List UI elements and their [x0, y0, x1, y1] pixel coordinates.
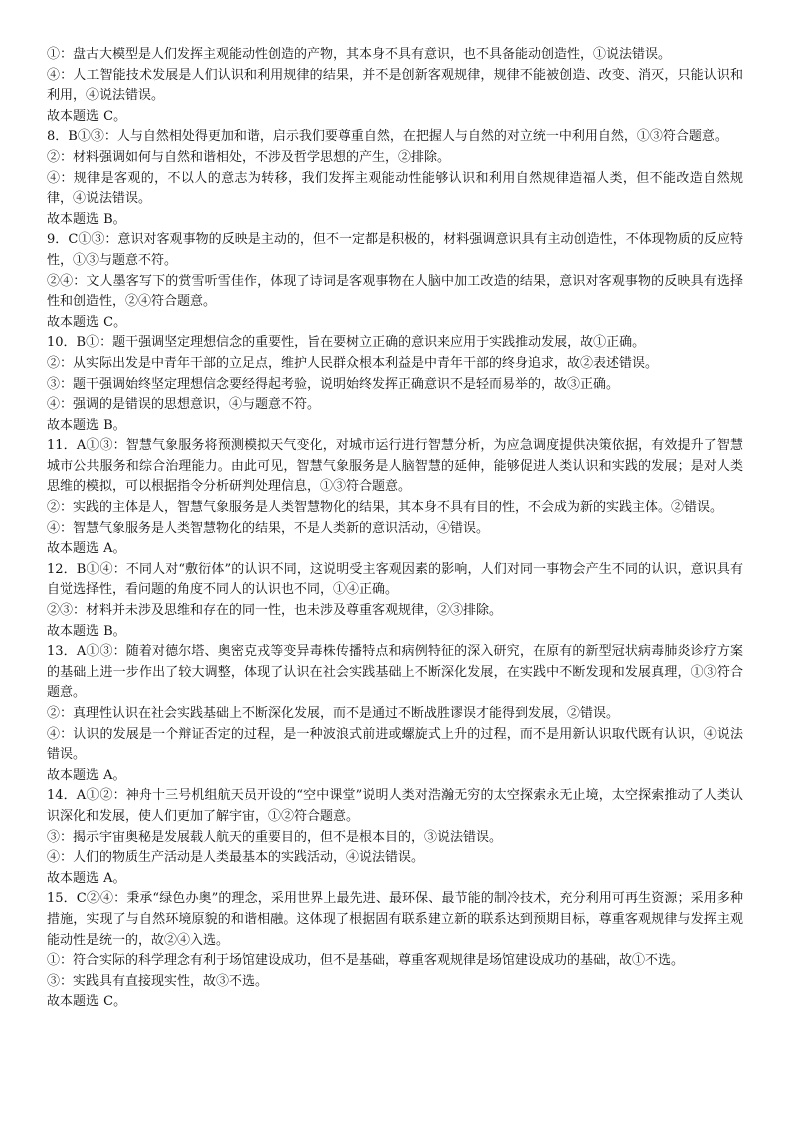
explanation-line-q10-option3: ③：题干强调始终坚定理想信念要经得起考验，说明始终发挥正确意识不是轻而易举的，故③正确。: [47, 376, 620, 392]
explanation-line-q11-correct: 11．A①③：智慧气象服务将预测模拟天气变化，对城市运行进行智慧分析，为应急调度提供决策依据，有效提升了智慧城市公共服务和综合治理能力。由此可见，智慧气象服务是人脑智慧的延伸，能够促进人类认识和实践的发展；是对人类思维的模拟，可以根据指令分析研判处理信息，①③符合题意。: [47, 438, 743, 495]
explanation-line-q14-option4: ④：人们的物质生产活动是人类最基本的实践活动，④说法错误。: [47, 850, 425, 866]
explanation-line-q7-option4: ④：人工智能技术发展是人们认识和利用规律的结果，并不是创新客观规律，规律不能被创造、改变、消灭，只能认识和利用，④说法错误。: [47, 67, 743, 104]
answer-line-q9: 故本题选 C。: [47, 314, 127, 330]
explanation-line-q7-option1: ①：盘古大模型是人们发挥主观能动性创造的产物，其本身不具有意识，也不具备能动创造性，①说法错误。: [47, 47, 672, 62]
explanation-line-q15-correct: 15．C②④：秉承“绿色办奥”的理念，采用世界上最先进、最环保、最节能的制冷技术，充分利用可再生资源；采用多种措施，实现了与自然环境原貌的和谐相融。这体现了根据固有联系建立新的联系达到预期目标，尊重客观规律与发挥主观能动性是统一的，故②④入选。: [47, 891, 743, 948]
explanation-line-q8-correct: 8．B①③：人与自然相处得更加和谐，启示我们要尊重自然，在把握人与自然的对立统一中利用自然，①③符合题意。: [47, 129, 728, 145]
explanation-line-q13-option2: ②：真理性认识在社会实践基础上不断深化发展，而不是通过不断战胜谬误才能得到发展，②错误。: [47, 706, 620, 721]
explanation-line-q12-option23: ②③：材料并未涉及思维和存在的同一性，也未涉及尊重客观规律，②③排除。: [47, 603, 503, 619]
explanation-line-q13-correct: 13．A①③：随着对德尔塔、奥密克戎等变异毒株传播特点和病例特征的深入研究，在原有的新型冠状病毒肺炎诊疗方案的基础上进一步作出了较大调整，体现了认识在社会实践基础上不断深化发展，在实践中不断发现和发展真理，①③符合题意。: [47, 644, 743, 701]
answer-line-q7: 故本题选 C。: [47, 108, 127, 124]
explanation-line-q10-option4: ④：强调的是错误的思想意识，④与题意不符。: [47, 397, 321, 413]
explanation-line-q15-option3: ③：实践具有直接现实性，故③不选。: [47, 973, 269, 989]
explanation-line-q8-option4: ④：规律是客观的，不以人的意志为转移，我们发挥主观能动性能够认识和利用自然规律造福人类，但不能改造自然规律，④说法错误。: [47, 170, 743, 207]
explanation-line-q15-option1: ①：符合实际的科学理念有利于场馆建设成功，但不是基础，尊重客观规律是场馆建设成功的基础，故①不选。: [47, 953, 685, 969]
answer-line-q8: 故本题选 B。: [47, 211, 126, 227]
explanation-line-q12-correct: 12．B①④：不同人对“敷衍体”的认识不同，这说明受主客观因素的影响，人们对同一事物会产生不同的认识，意识具有自觉选择性，看问题的角度不同人的认识也不同，①④正确。: [47, 561, 743, 598]
explanation-line-q14-option3: ③：揭示宇宙奥秘是发展载人航天的重要目的，但不是根本目的，③说法错误。: [47, 829, 503, 845]
answer-line-q14: 故本题选 A。: [47, 870, 126, 886]
answer-line-q15: 故本题选 C。: [47, 994, 127, 1010]
answer-line-q12: 故本题选 B。: [47, 623, 126, 639]
answer-line-q13: 故本题选 A。: [47, 767, 126, 783]
answer-line-q11: 故本题选 A。: [47, 541, 126, 557]
answer-explanation-document: [47, 45, 743, 1013]
explanation-line-q13-option4: ④：认识的发展是一个辩证否定的过程，是一种波浪式前进或螺旋式上升的过程，而不是用新认识取代既有认识，④说法错误。: [47, 726, 743, 763]
explanation-line-q9-option24: ②④：文人墨客写下的赏雪听雪佳作，体现了诗词是客观事物在人脑中加工改造的结果，意识对客观事物的反映具有选择性和创造性，②④符合题意。: [47, 273, 743, 310]
explanation-line-q14-correct: 14．A①②：神舟十三号机组航天员开设的“空中课堂”说明人类对浩瀚无穷的太空探索永无止境，太空探索推动了人类认识深化和发展，使人们更加了解宇宙，①②符合题意。: [47, 788, 743, 824]
answer-line-q10: 故本题选 B。: [47, 417, 126, 433]
explanation-line-q10-option2: ②：从实际出发是中青年干部的立足点，维护人民群众根本利益是中青年干部的终身追求，故②表述错误。: [47, 355, 659, 371]
explanation-line-q9-option13: 9．C①③：意识对客观事物的反映是主动的，但不一定都是积极的，材料强调意识具有主动创造性，不体现物质的反应特性，①③与题意不符。: [47, 232, 743, 268]
explanation-line-q11-option4: ④：智慧气象服务是人类智慧物化的结果，不是人类新的意识活动，④错误。: [47, 520, 490, 536]
explanation-line-q8-option2: ②：材料强调如何与自然和谐相处，不涉及哲学思想的产生，②排除。: [47, 149, 451, 165]
explanation-line-q10-option1: 10．B①：题干强调坚定理想信念的重要性，旨在要树立正确的意识来应用于实践推动发展，故①正确。: [47, 335, 646, 351]
explanation-line-q11-option2: ②：实践的主体是人，智慧气象服务是人类智慧物化的结果，其本身不具有目的性，不会成为新的实践主体。②错误。: [47, 500, 724, 516]
